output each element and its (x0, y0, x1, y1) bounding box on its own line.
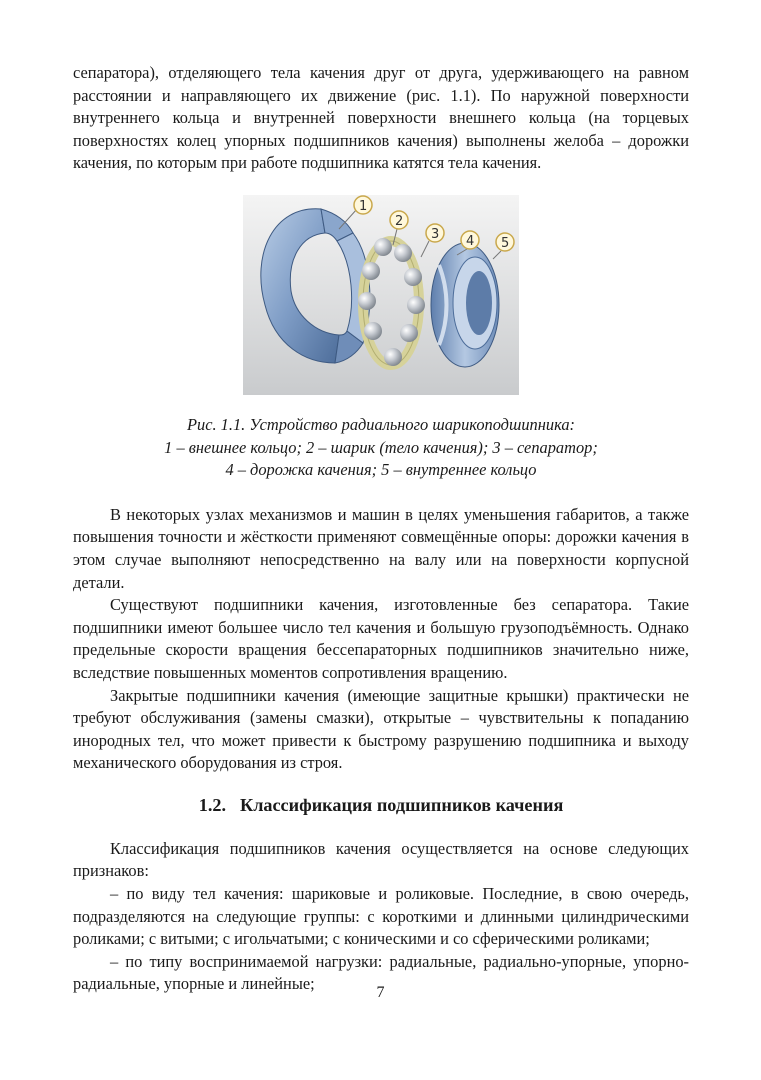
callout-3-label: 3 (431, 226, 440, 242)
caption-line-2: 1 – внешнее кольцо; 2 – шарик (тело качения); 3 – сепаратор; (164, 437, 598, 457)
top-paragraph: сепаратора), отделяющего тела качения друг от друга, удерживающего на равном расстоянии и направляющего их движение (рис. 1.1). По наружной поверхности внутреннего кольца и внутренней поверхности внешнего кольца (на торцевых поверхностях колец упорных подшипников качения) выполнены желоба – дорожки качения, по которым при работе подшипника катятся тела качения. (73, 63, 689, 173)
section-heading (73, 795, 689, 816)
callout-2-label: 2 (395, 213, 404, 229)
paragraph-sealed-bearings: Закрытые подшипники качения (имеющие защитные крышки) практически не требуют обслуживания (замены смазки), открытые – чувствительны к попаданию инородных тел, что может привести к быстрому разрушению подшипника и выходу механического оборудования из строя. (73, 685, 689, 773)
list-item-rolling-elements: – по виду тел качения: шариковые и роликовые. Последние, в свою очередь, подразделяются на следующие группы: с короткими и длинными цилиндрическими роликами; с витыми; с игольчатыми; с коническими и со сферическими роликами; (73, 884, 689, 949)
figure-caption (73, 414, 689, 482)
callout-1-label: 1 (359, 198, 368, 214)
caption-line-1: Рис. 1.1. Устройство радиального шарикоподшипника: (187, 414, 575, 434)
section-number: 1.2. (198, 794, 226, 815)
section-title: Классификация подшипников качения (240, 794, 564, 815)
bearing-illustration (243, 195, 519, 395)
page-number: 7 (376, 984, 385, 1001)
caption-line-3: 4 – дорожка качения; 5 – внутреннее кольцо (225, 460, 537, 480)
paragraph-classification-intro: Классификация подшипников качения осуществляется на основе следующих признаков: (73, 838, 689, 881)
callout-5-label: 5 (501, 235, 510, 251)
inner-ring (431, 243, 499, 367)
paragraph-combined-supports: В некоторых узлах механизмов и машин в целях уменьшения габаритов, а также повышения точности и жёсткости применяют совмещённые опоры: дорожки качения в этом случае выполняют непосредственно на валу или на поверхности корпусной детали. (73, 504, 689, 592)
paragraph-no-separator: Существуют подшипники качения, изготовленные без сепаратора. Такие подшипники имеют большее число тел качения и большую грузоподъёмность. Однако предельные скорости вращения бессепараторных подшипников значительно ниже, вследствие повышенных моментов сопротивления вращению. (73, 595, 689, 682)
callout-4-label: 4 (466, 233, 475, 249)
bearing-figure (243, 195, 519, 395)
list-item-load-type: – по типу воспринимаемой нагрузки: радиальные, радиально-упорные, упорно-радиальные, упорные и линейные; (73, 951, 689, 994)
